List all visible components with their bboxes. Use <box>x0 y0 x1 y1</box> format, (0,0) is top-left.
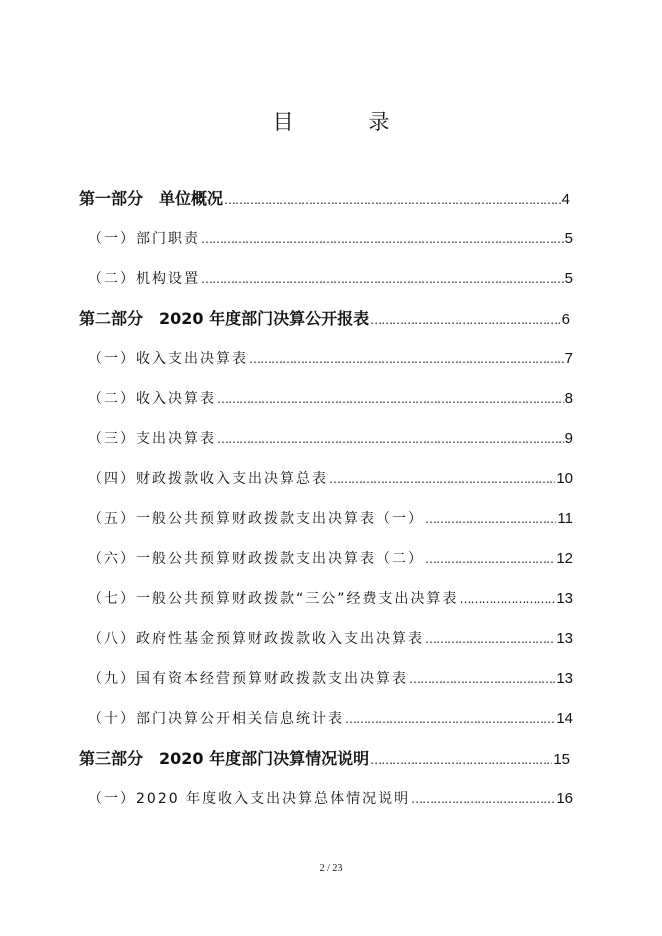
toc-entry[interactable] <box>88 426 573 452</box>
toc-entry-label: （十）部门决算公开相关信息统计表 <box>88 711 344 727</box>
toc-entry[interactable] <box>79 186 570 212</box>
dot-leader <box>425 626 555 652</box>
toc-entry-page: 5 <box>564 230 573 247</box>
toc-entry-page: 11 <box>557 510 573 527</box>
toc-entry[interactable] <box>79 306 570 332</box>
toc-entry-label: （三）支出决算表 <box>88 431 216 447</box>
toc-entry[interactable] <box>88 266 573 292</box>
dot-leader <box>345 706 555 732</box>
toc-entry-label: （八）政府性基金预算财政拨款收入支出决算表 <box>88 631 424 647</box>
toc-entry-page: 6 <box>561 311 570 328</box>
toc-entry-label: （一）2020 年度收入支出决算总体情况说明 <box>88 791 411 807</box>
dot-leader <box>329 466 555 492</box>
dot-leader <box>425 506 556 532</box>
toc-entry-page: 10 <box>556 470 573 487</box>
toc-entry[interactable] <box>79 746 570 772</box>
toc-entry-page: 5 <box>564 270 573 287</box>
toc-entry-label: （二）机构设置 <box>88 271 200 287</box>
toc-entry-page: 15 <box>553 751 570 768</box>
dot-leader <box>201 226 564 252</box>
toc-entry-page: 4 <box>561 191 570 208</box>
toc-entry-label: （七）一般公共预算财政拨款“三公”经费支出决算表 <box>88 591 459 607</box>
dot-leader <box>411 786 555 812</box>
toc-entry-page: 13 <box>556 670 573 687</box>
toc-entry[interactable] <box>88 706 573 732</box>
toc-entry-page: 12 <box>556 550 573 567</box>
toc-entry[interactable] <box>88 506 573 532</box>
dot-leader <box>201 266 564 292</box>
dot-leader <box>409 666 555 692</box>
toc-entry-label: （一）部门职责 <box>88 231 200 247</box>
toc-entry-label: （四）财政拨款收入支出决算总表 <box>88 471 328 487</box>
toc-entry-page: 13 <box>556 590 573 607</box>
toc-entry-page: 9 <box>564 430 573 447</box>
toc-entry[interactable] <box>88 786 573 812</box>
toc-entry-label: （五）一般公共预算财政拨款支出决算表（一） <box>88 511 424 527</box>
toc-entry[interactable] <box>88 626 573 652</box>
dot-leader <box>370 746 552 773</box>
dot-leader <box>217 386 564 412</box>
toc-entry-label: （二）收入决算表 <box>88 391 216 407</box>
toc-entry-page: 8 <box>564 390 573 407</box>
toc-entry-label: 第三部分 2020 年度部门决算情况说明 <box>79 749 370 768</box>
toc-entry-label: （一）收入支出决算表 <box>88 351 248 367</box>
toc-entry[interactable] <box>88 346 573 372</box>
toc-entry[interactable] <box>88 586 573 612</box>
page-number-footer: 2 / 23 <box>319 863 343 874</box>
dot-leader <box>249 346 564 372</box>
toc-entry-label: （九）国有资本经营预算财政拨款支出决算表 <box>88 671 408 687</box>
dot-leader <box>460 586 556 612</box>
page-title: 目 录 <box>272 110 424 134</box>
toc-entry-label: 第二部分 2020 年度部门决算公开报表 <box>79 309 370 328</box>
toc-entry-page: 13 <box>556 630 573 647</box>
dot-leader <box>217 426 564 452</box>
toc-entry[interactable] <box>88 666 573 692</box>
toc-entry-label: 第一部分 单位概况 <box>79 189 224 208</box>
toc-entry-label: （六）一般公共预算财政拨款支出决算表（二） <box>88 551 424 567</box>
dot-leader <box>224 186 561 213</box>
dot-leader <box>425 546 555 572</box>
toc-entry[interactable] <box>88 466 573 492</box>
toc-entry[interactable] <box>88 226 573 252</box>
toc-entry-page: 14 <box>556 710 573 727</box>
toc-entry-page: 16 <box>556 790 573 807</box>
toc-entry[interactable] <box>88 386 573 412</box>
toc-entry[interactable] <box>88 546 573 572</box>
dot-leader <box>370 306 561 333</box>
toc-entry-page: 7 <box>564 350 573 367</box>
